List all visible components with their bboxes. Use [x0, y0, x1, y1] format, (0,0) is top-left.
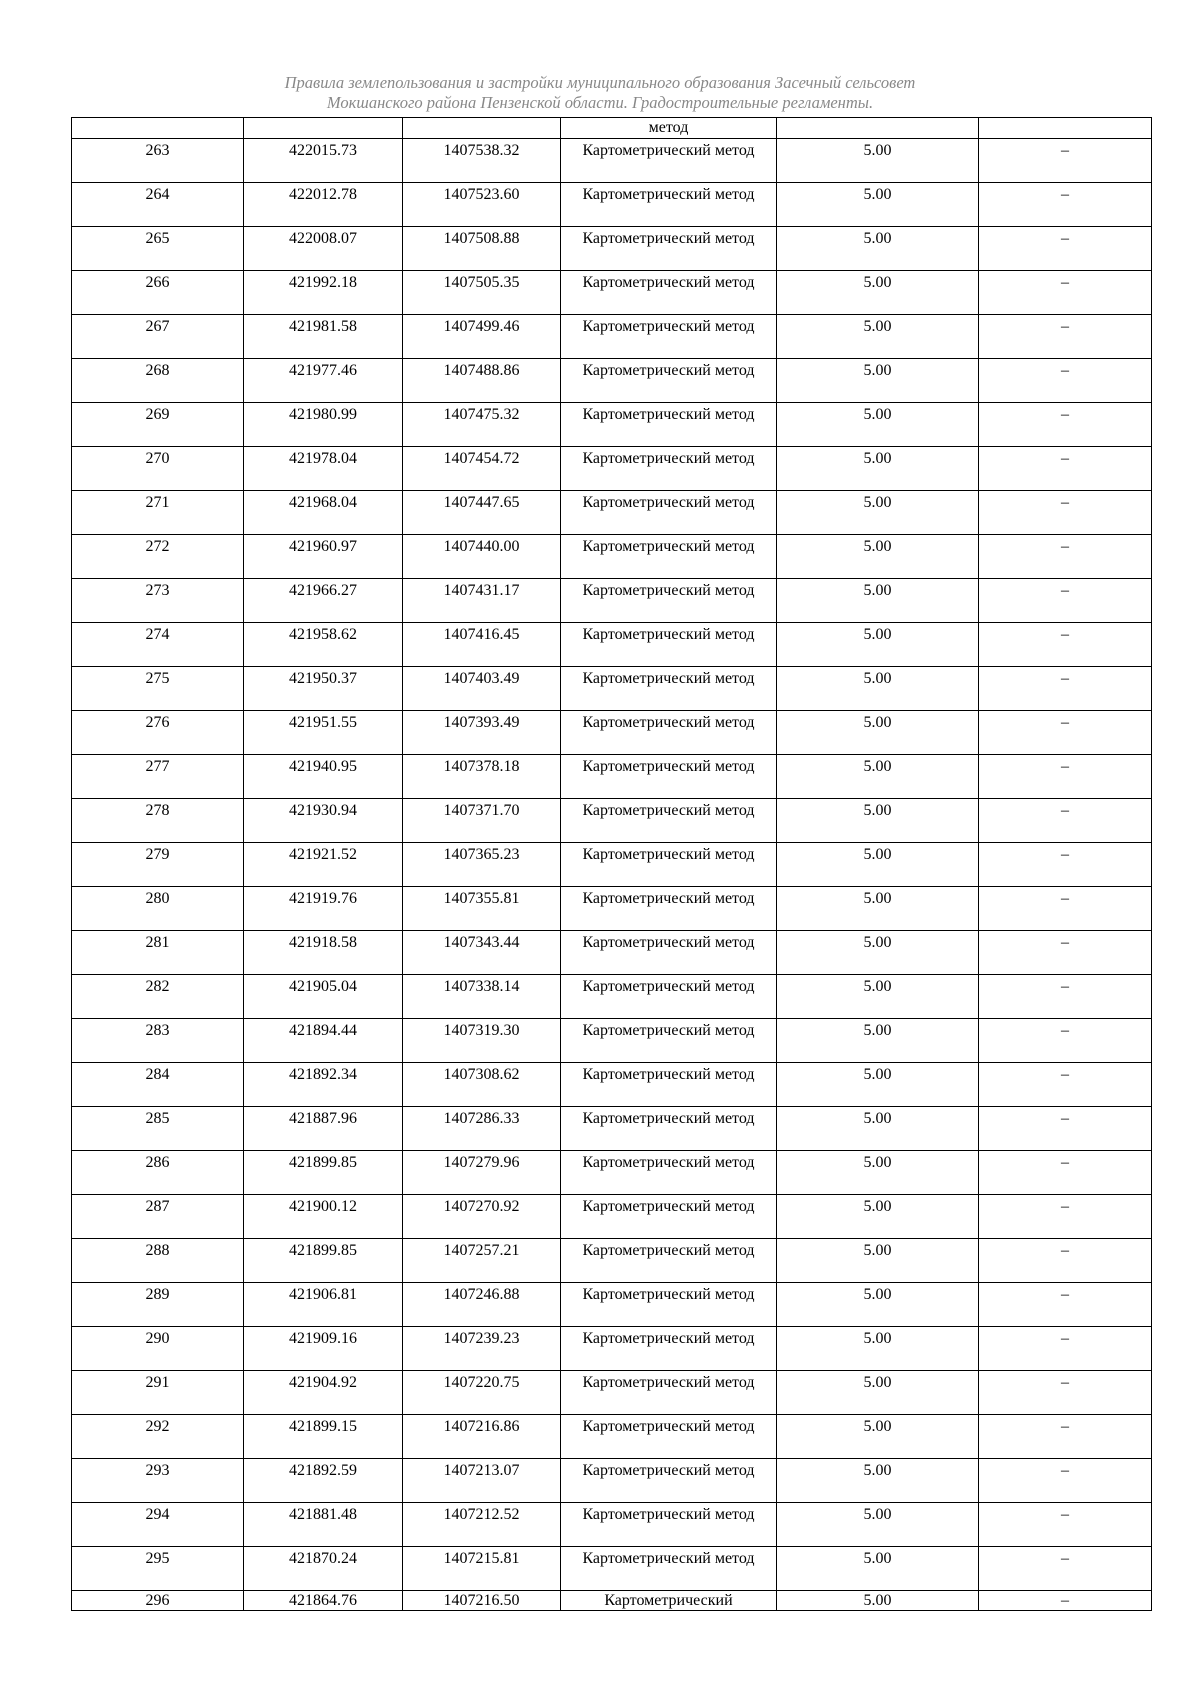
cell-method: метод: [561, 118, 777, 139]
cell-method: Картометрический метод: [561, 975, 777, 1019]
cell-method: Картометрический метод: [561, 1459, 777, 1503]
cell-method: Картометрический метод: [561, 843, 777, 887]
table-row: [72, 975, 1152, 1019]
cell-accuracy: 5.00: [777, 1415, 979, 1459]
cell-x: 421899.85: [244, 1239, 403, 1283]
table-row: [72, 1151, 1152, 1195]
cell-x: [244, 118, 403, 139]
cell-accuracy: 5.00: [777, 1019, 979, 1063]
cell-y: 1407475.32: [403, 403, 561, 447]
cell-method: Картометрический метод: [561, 931, 777, 975]
cell-num: 296: [72, 1591, 244, 1611]
cell-num: 280: [72, 887, 244, 931]
cell-note: –: [979, 1239, 1152, 1283]
cell-accuracy: 5.00: [777, 491, 979, 535]
cell-accuracy: 5.00: [777, 447, 979, 491]
cell-x: 421887.96: [244, 1107, 403, 1151]
cell-num: 275: [72, 667, 244, 711]
table-row: [72, 1547, 1152, 1591]
cell-method: Картометрический метод: [561, 1019, 777, 1063]
cell-num: 287: [72, 1195, 244, 1239]
cell-method: Картометрический метод: [561, 799, 777, 843]
cell-method: Картометрический метод: [561, 1107, 777, 1151]
table-row: [72, 227, 1152, 271]
cell-x: 421980.99: [244, 403, 403, 447]
cell-x: 421960.97: [244, 535, 403, 579]
table-row: [72, 403, 1152, 447]
cell-accuracy: 5.00: [777, 1107, 979, 1151]
cell-x: 421966.27: [244, 579, 403, 623]
cell-x: 422008.07: [244, 227, 403, 271]
cell-method: Картометрический метод: [561, 1327, 777, 1371]
cell-x: 421892.34: [244, 1063, 403, 1107]
cell-note: –: [979, 403, 1152, 447]
cell-x: 421905.04: [244, 975, 403, 1019]
cell-x: 421981.58: [244, 315, 403, 359]
table-row: [72, 271, 1152, 315]
cell-num: 277: [72, 755, 244, 799]
cell-y: 1407343.44: [403, 931, 561, 975]
table-row: [72, 799, 1152, 843]
cell-x: 421909.16: [244, 1327, 403, 1371]
cell-x: 422012.78: [244, 183, 403, 227]
cell-num: 288: [72, 1239, 244, 1283]
table-row: [72, 667, 1152, 711]
cell-note: –: [979, 1019, 1152, 1063]
cell-note: –: [979, 843, 1152, 887]
cell-method: Картометрический метод: [561, 447, 777, 491]
cell-accuracy: 5.00: [777, 1283, 979, 1327]
cell-note: –: [979, 579, 1152, 623]
cell-y: 1407308.62: [403, 1063, 561, 1107]
cell-x: 421958.62: [244, 623, 403, 667]
cell-x: 421918.58: [244, 931, 403, 975]
cell-num: 294: [72, 1503, 244, 1547]
cell-note: –: [979, 227, 1152, 271]
cell-y: 1407213.07: [403, 1459, 561, 1503]
cell-accuracy: 5.00: [777, 271, 979, 315]
table-row: [72, 1327, 1152, 1371]
cell-y: 1407216.86: [403, 1415, 561, 1459]
cell-y: 1407279.96: [403, 1151, 561, 1195]
cell-x: 421892.59: [244, 1459, 403, 1503]
cell-method: Картометрический метод: [561, 623, 777, 667]
cell-note: –: [979, 315, 1152, 359]
cell-note: –: [979, 183, 1152, 227]
cell-y: 1407393.49: [403, 711, 561, 755]
table-row: [72, 183, 1152, 227]
cell-method: Картометрический метод: [561, 1547, 777, 1591]
table-row: [72, 447, 1152, 491]
cell-x: 421919.76: [244, 887, 403, 931]
cell-y: 1407239.23: [403, 1327, 561, 1371]
cell-x: 422015.73: [244, 139, 403, 183]
table-row: [72, 931, 1152, 975]
cell-num: 283: [72, 1019, 244, 1063]
cell-x: 421906.81: [244, 1283, 403, 1327]
table-row: [72, 711, 1152, 755]
cell-accuracy: 5.00: [777, 1195, 979, 1239]
cell-x: 421899.15: [244, 1415, 403, 1459]
cell-note: [979, 118, 1152, 139]
cell-method: Картометрический метод: [561, 579, 777, 623]
cell-method: Картометрический метод: [561, 1283, 777, 1327]
cell-y: 1407431.17: [403, 579, 561, 623]
table-row: [72, 579, 1152, 623]
cell-accuracy: 5.00: [777, 403, 979, 447]
cell-note: –: [979, 975, 1152, 1019]
cell-x: 421864.76: [244, 1591, 403, 1611]
cell-note: –: [979, 887, 1152, 931]
table-row: [72, 1239, 1152, 1283]
cell-num: 271: [72, 491, 244, 535]
cell-method: Картометрический метод: [561, 1371, 777, 1415]
coordinates-table: [71, 117, 1152, 1611]
cell-note: –: [979, 711, 1152, 755]
cell-note: –: [979, 139, 1152, 183]
cell-accuracy: 5.00: [777, 1063, 979, 1107]
cell-num: 285: [72, 1107, 244, 1151]
table-row: [72, 491, 1152, 535]
cell-note: –: [979, 623, 1152, 667]
cell-y: 1407246.88: [403, 1283, 561, 1327]
cell-accuracy: 5.00: [777, 755, 979, 799]
cell-method: Картометрический метод: [561, 1063, 777, 1107]
cell-accuracy: 5.00: [777, 359, 979, 403]
cell-accuracy: 5.00: [777, 887, 979, 931]
cell-x: 421899.85: [244, 1151, 403, 1195]
cell-method: Картометрический метод: [561, 1151, 777, 1195]
cell-num: 281: [72, 931, 244, 975]
cell-method: Картометрический метод: [561, 711, 777, 755]
cell-accuracy: 5.00: [777, 579, 979, 623]
table-row: [72, 1195, 1152, 1239]
header-line-2: Мокшанского района Пензенской области. Градостроительные регламенты.: [326, 93, 874, 112]
cell-accuracy: 5.00: [777, 1371, 979, 1415]
table-row: [72, 1459, 1152, 1503]
table-row: [72, 1063, 1152, 1107]
cell-y: 1407488.86: [403, 359, 561, 403]
cell-method: Картометрический: [561, 1591, 777, 1611]
cell-num: 290: [72, 1327, 244, 1371]
cell-num: 284: [72, 1063, 244, 1107]
table-row: [72, 139, 1152, 183]
cell-note: –: [979, 1195, 1152, 1239]
cell-method: Картометрический метод: [561, 1415, 777, 1459]
cell-method: Картометрический метод: [561, 887, 777, 931]
cell-method: Картометрический метод: [561, 667, 777, 711]
cell-accuracy: 5.00: [777, 139, 979, 183]
cell-note: –: [979, 799, 1152, 843]
cell-accuracy: 5.00: [777, 1503, 979, 1547]
cell-accuracy: 5.00: [777, 667, 979, 711]
cell-x: 421894.44: [244, 1019, 403, 1063]
table-row-continuation: [72, 118, 1152, 139]
cell-y: 1407499.46: [403, 315, 561, 359]
cell-x: 421950.37: [244, 667, 403, 711]
cell-num: 270: [72, 447, 244, 491]
cell-method: Картометрический метод: [561, 403, 777, 447]
table-row: [72, 535, 1152, 579]
cell-y: 1407538.32: [403, 139, 561, 183]
cell-num: 273: [72, 579, 244, 623]
cell-x: 421881.48: [244, 1503, 403, 1547]
cell-num: 291: [72, 1371, 244, 1415]
table-row: [72, 1107, 1152, 1151]
header-line-1: Правила землепользования и застройки муниципального образования Засечный сельсовет: [284, 73, 916, 92]
cell-num: 264: [72, 183, 244, 227]
cell-x: 421968.04: [244, 491, 403, 535]
cell-note: –: [979, 535, 1152, 579]
cell-note: –: [979, 931, 1152, 975]
table-row: [72, 755, 1152, 799]
cell-num: 292: [72, 1415, 244, 1459]
table-row: [72, 1371, 1152, 1415]
cell-note: –: [979, 755, 1152, 799]
cell-x: 421977.46: [244, 359, 403, 403]
cell-accuracy: 5.00: [777, 623, 979, 667]
cell-method: Картометрический метод: [561, 359, 777, 403]
cell-note: –: [979, 1151, 1152, 1195]
cell-accuracy: 5.00: [777, 799, 979, 843]
cell-note: –: [979, 1327, 1152, 1371]
cell-note: –: [979, 359, 1152, 403]
table-row: [72, 623, 1152, 667]
cell-num: 266: [72, 271, 244, 315]
cell-note: –: [979, 1503, 1152, 1547]
cell-method: Картометрический метод: [561, 491, 777, 535]
cell-note: –: [979, 1107, 1152, 1151]
cell-y: 1407454.72: [403, 447, 561, 491]
cell-num: 286: [72, 1151, 244, 1195]
table-row: [72, 843, 1152, 887]
cell-num: 269: [72, 403, 244, 447]
coordinates-table-body: [72, 118, 1152, 1611]
cell-y: 1407319.30: [403, 1019, 561, 1063]
cell-method: Картометрический метод: [561, 755, 777, 799]
cell-y: 1407403.49: [403, 667, 561, 711]
cell-num: 268: [72, 359, 244, 403]
cell-y: 1407440.00: [403, 535, 561, 579]
cell-x: 421900.12: [244, 1195, 403, 1239]
cell-num: 263: [72, 139, 244, 183]
cell-accuracy: 5.00: [777, 315, 979, 359]
table-row: [72, 1591, 1152, 1611]
cell-note: –: [979, 1547, 1152, 1591]
cell-x: 421992.18: [244, 271, 403, 315]
cell-y: 1407508.88: [403, 227, 561, 271]
table-row: [72, 1503, 1152, 1547]
table-row: [72, 1019, 1152, 1063]
cell-y: 1407257.21: [403, 1239, 561, 1283]
table-row: [72, 887, 1152, 931]
cell-note: –: [979, 447, 1152, 491]
cell-num: 295: [72, 1547, 244, 1591]
cell-y: 1407371.70: [403, 799, 561, 843]
cell-y: 1407416.45: [403, 623, 561, 667]
cell-accuracy: 5.00: [777, 1591, 979, 1611]
cell-accuracy: 5.00: [777, 843, 979, 887]
table-row: [72, 1283, 1152, 1327]
cell-note: –: [979, 1459, 1152, 1503]
cell-note: –: [979, 1415, 1152, 1459]
cell-x: 421951.55: [244, 711, 403, 755]
cell-method: Картометрический метод: [561, 1239, 777, 1283]
cell-accuracy: [777, 118, 979, 139]
cell-accuracy: 5.00: [777, 1547, 979, 1591]
cell-note: –: [979, 271, 1152, 315]
cell-y: 1407447.65: [403, 491, 561, 535]
cell-num: [72, 118, 244, 139]
cell-note: –: [979, 1063, 1152, 1107]
cell-method: Картометрический метод: [561, 315, 777, 359]
cell-num: 274: [72, 623, 244, 667]
page-header: [0, 73, 1200, 113]
cell-num: 276: [72, 711, 244, 755]
cell-accuracy: 5.00: [777, 1327, 979, 1371]
cell-accuracy: 5.00: [777, 1239, 979, 1283]
cell-method: Картометрический метод: [561, 271, 777, 315]
cell-y: 1407505.35: [403, 271, 561, 315]
cell-accuracy: 5.00: [777, 1459, 979, 1503]
cell-num: 267: [72, 315, 244, 359]
cell-y: 1407355.81: [403, 887, 561, 931]
cell-y: 1407270.92: [403, 1195, 561, 1239]
cell-method: Картометрический метод: [561, 227, 777, 271]
cell-note: –: [979, 667, 1152, 711]
cell-y: 1407378.18: [403, 755, 561, 799]
cell-accuracy: 5.00: [777, 711, 979, 755]
cell-accuracy: 5.00: [777, 183, 979, 227]
cell-x: 421870.24: [244, 1547, 403, 1591]
cell-num: 272: [72, 535, 244, 579]
cell-y: 1407286.33: [403, 1107, 561, 1151]
cell-note: –: [979, 1591, 1152, 1611]
cell-num: 293: [72, 1459, 244, 1503]
cell-method: Картометрический метод: [561, 1195, 777, 1239]
cell-y: 1407215.81: [403, 1547, 561, 1591]
cell-y: 1407365.23: [403, 843, 561, 887]
table-row: [72, 359, 1152, 403]
cell-x: 421940.95: [244, 755, 403, 799]
cell-num: 265: [72, 227, 244, 271]
cell-num: 289: [72, 1283, 244, 1327]
cell-x: 421921.52: [244, 843, 403, 887]
cell-y: 1407220.75: [403, 1371, 561, 1415]
cell-num: 279: [72, 843, 244, 887]
table-row: [72, 315, 1152, 359]
cell-y: [403, 118, 561, 139]
cell-method: Картометрический метод: [561, 1503, 777, 1547]
cell-y: 1407338.14: [403, 975, 561, 1019]
cell-num: 282: [72, 975, 244, 1019]
cell-method: Картометрический метод: [561, 183, 777, 227]
table-row: [72, 1415, 1152, 1459]
cell-y: 1407216.50: [403, 1591, 561, 1611]
cell-x: 421978.04: [244, 447, 403, 491]
cell-accuracy: 5.00: [777, 535, 979, 579]
cell-accuracy: 5.00: [777, 931, 979, 975]
cell-note: –: [979, 1371, 1152, 1415]
cell-y: 1407523.60: [403, 183, 561, 227]
cell-x: 421904.92: [244, 1371, 403, 1415]
cell-num: 278: [72, 799, 244, 843]
cell-note: –: [979, 1283, 1152, 1327]
cell-accuracy: 5.00: [777, 1151, 979, 1195]
cell-y: 1407212.52: [403, 1503, 561, 1547]
cell-accuracy: 5.00: [777, 227, 979, 271]
cell-x: 421930.94: [244, 799, 403, 843]
cell-accuracy: 5.00: [777, 975, 979, 1019]
cell-method: Картометрический метод: [561, 139, 777, 183]
cell-method: Картометрический метод: [561, 535, 777, 579]
cell-note: –: [979, 491, 1152, 535]
